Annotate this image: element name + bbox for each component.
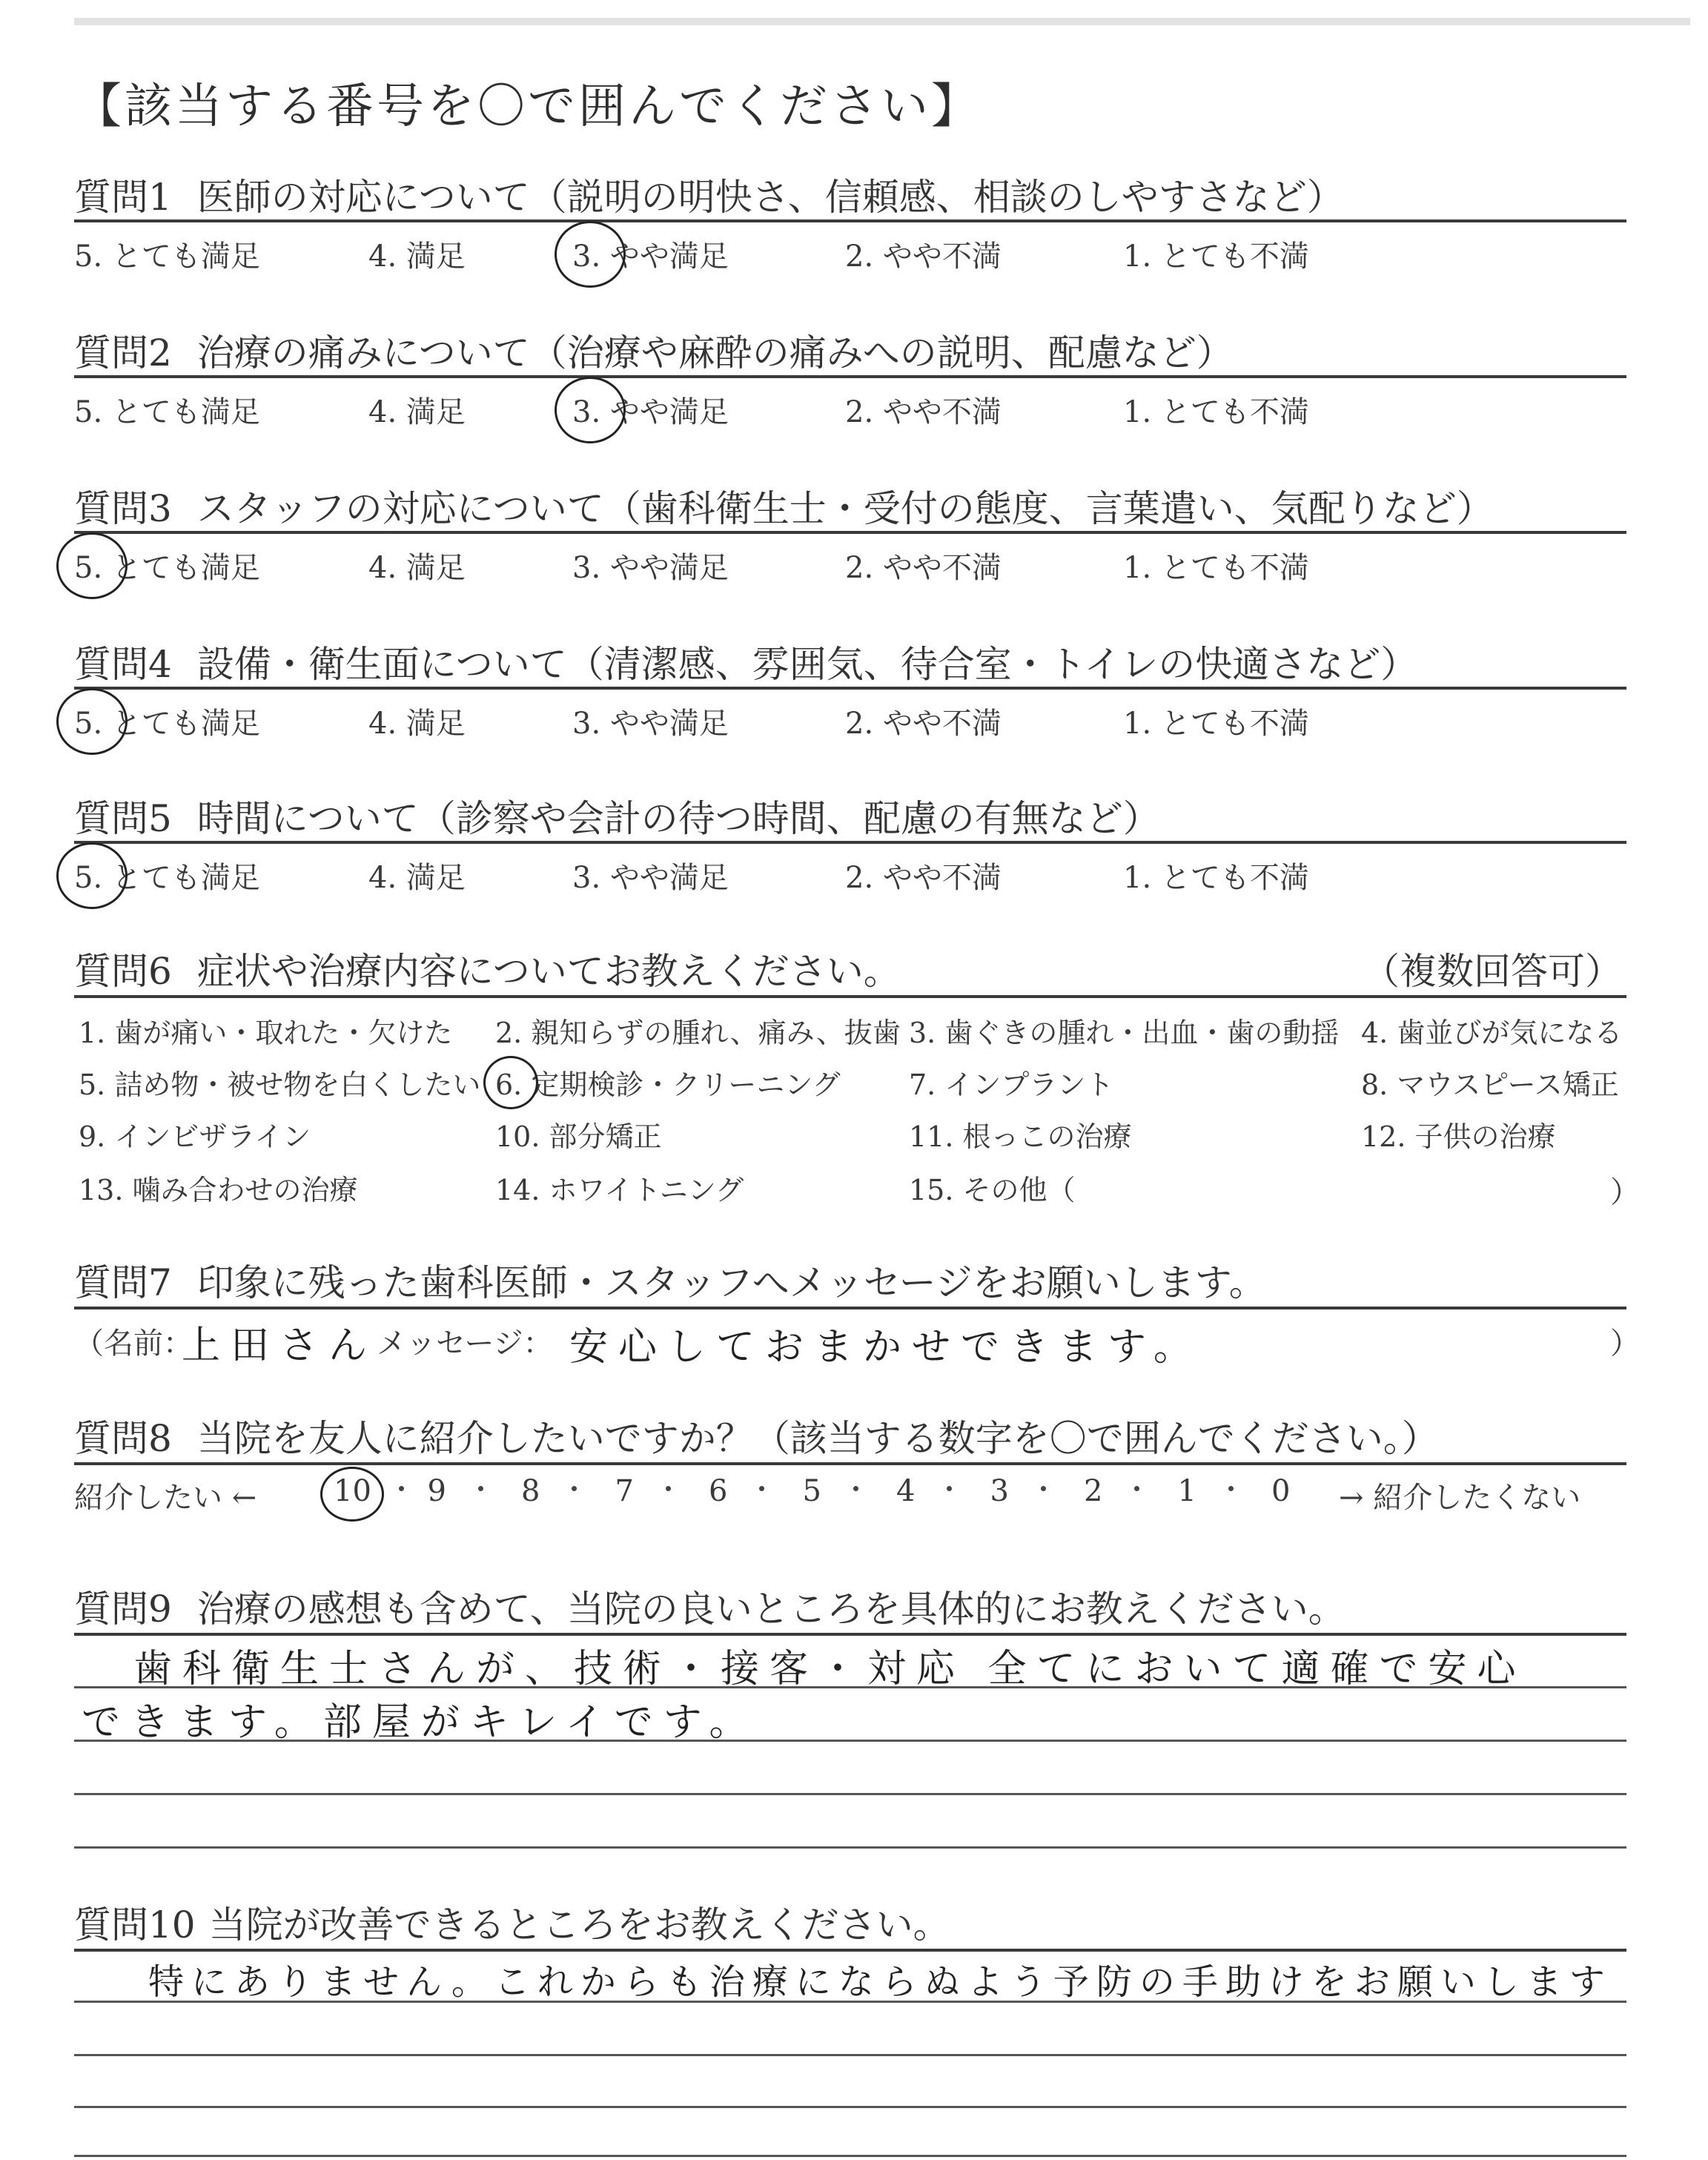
q1-option[interactable]: 5. とても満足 (74, 240, 260, 274)
q1-answer-circle (555, 221, 626, 288)
q6-option[interactable]: 11. 根っこの治療 (909, 1120, 1132, 1153)
q7-message-label: メッセージ： (377, 1327, 553, 1361)
q9-line (74, 1793, 1626, 1795)
q3-text: スタッフの対応について（歯科衛生士・受付の態度、言葉遣い、気配りなど） (196, 487, 1494, 530)
q6-option[interactable]: 13. 噛み合わせの治療 (79, 1174, 358, 1206)
q3-number: 質問3 (74, 487, 172, 530)
q10-number: 質問10 (74, 1903, 196, 1946)
q7-message-value[interactable]: 安心しておまかせできます。 (569, 1325, 1202, 1370)
q4-rule (74, 687, 1626, 690)
q8-scale-value[interactable]: 10 (334, 1474, 371, 1508)
q7-text: 印象に残った歯科医師・スタッフへメッセージをお願いします。 (196, 1261, 1266, 1304)
q8-scale-separator (1041, 1486, 1046, 1491)
q6-option[interactable]: 9. インビザライン (79, 1120, 311, 1153)
q6-option[interactable]: 14. ホワイトニング (495, 1174, 744, 1206)
q8-scale-separator (1228, 1486, 1234, 1491)
q8-scale-value[interactable]: 6 (709, 1474, 728, 1508)
q2-option[interactable]: 3. やや満足 (572, 395, 729, 429)
q7-number: 質問7 (74, 1261, 172, 1304)
q8-scale-separator (399, 1486, 404, 1491)
q9-text: 治療の感想も含めて、当院の良いところを具体的にお教えください。 (196, 1588, 1345, 1631)
q5-option[interactable]: 4. 満足 (368, 861, 466, 895)
q10-answer-line-1[interactable]: 特にありません。これからも治療にならぬよう予防の手助けをお願いします (148, 1961, 1612, 2003)
q6-note: （複数回答可） (1363, 950, 1622, 993)
q8-scale-value[interactable]: 7 (615, 1474, 634, 1508)
q9-heading (74, 1579, 1345, 1633)
top-edge (74, 18, 1690, 25)
q10-heading (74, 1895, 950, 1949)
q8-scale-separator (853, 1486, 858, 1491)
q1-option[interactable]: 4. 満足 (368, 240, 466, 274)
q8-scale-separator (947, 1486, 952, 1491)
q6-option[interactable]: 6. 定期検診・クリーニング (495, 1069, 841, 1101)
q6-option[interactable]: 2. 親知らずの腫れ、痛み、抜歯 (495, 1017, 901, 1049)
q7-heading (74, 1253, 1266, 1307)
q4-text: 設備・衛生面について（清潔感、雰囲気、待合室・トイレの快適さなど） (196, 643, 1418, 686)
q3-option[interactable]: 4. 満足 (368, 551, 466, 585)
q8-left-label: 紹介したい ← (74, 1481, 257, 1515)
q2-answer-circle (555, 377, 626, 443)
q6-number: 質問6 (74, 950, 172, 993)
q5-heading (74, 789, 1160, 842)
q7-name-label: （名前： (74, 1327, 193, 1361)
q8-scale-value[interactable]: 1 (1177, 1474, 1196, 1508)
q9-answer-line-1[interactable]: 歯科衛生士さんが、技術・接客・対応 全てにおいて適確で安心 (133, 1647, 1526, 1691)
q6-rule (74, 995, 1626, 998)
q7-name-value[interactable]: 上田さん (182, 1324, 378, 1368)
q4-answer-circle (56, 688, 128, 755)
q1-option[interactable]: 1. とても不満 (1123, 240, 1309, 274)
q5-option[interactable]: 3. やや満足 (572, 861, 729, 895)
q1-text: 医師の対応について（説明の明快さ、信頼感、相談のしやすさなど） (196, 176, 1344, 219)
q4-option[interactable]: 4. 満足 (368, 707, 466, 741)
q8-text: 当院を友人に紹介したいですか？（該当する数字を〇で囲んでください。） (196, 1417, 1439, 1460)
q10-rule (74, 1949, 1626, 1952)
q10-line (74, 2054, 1626, 2056)
q8-scale-value[interactable]: 8 (521, 1474, 540, 1508)
q5-option[interactable]: 1. とても不満 (1123, 861, 1309, 895)
q6-option[interactable]: 4. 歯並びが気になる (1361, 1017, 1623, 1049)
q4-option[interactable]: 3. やや満足 (572, 707, 729, 741)
q8-scale-separator (1134, 1486, 1139, 1491)
q6-option[interactable]: 15. その他（ (909, 1174, 1076, 1206)
q8-scale-separator (572, 1486, 577, 1491)
q5-number: 質問5 (74, 797, 172, 840)
q4-option[interactable]: 2. やや不満 (845, 707, 1002, 741)
q9-answer-line-2[interactable]: できます。部屋がキレイです。 (82, 1700, 758, 1745)
q8-scale-separator (478, 1486, 483, 1491)
q3-answer-circle (56, 532, 128, 599)
q2-option[interactable]: 2. やや不満 (845, 395, 1002, 429)
q10-line (74, 2155, 1626, 2157)
q2-number: 質問2 (74, 331, 172, 374)
q3-option[interactable]: 1. とても不満 (1123, 551, 1309, 585)
q6-text: 症状や治療内容についてお教えください。 (196, 950, 901, 993)
q6-option[interactable]: 10. 部分矯正 (495, 1120, 662, 1153)
q8-scale-value[interactable]: 5 (802, 1474, 821, 1508)
q4-heading (74, 635, 1417, 688)
q10-text: 当院が改善できるところをお教えください。 (208, 1903, 950, 1946)
q8-scale-value[interactable]: 9 (427, 1474, 446, 1508)
q7-rule (74, 1307, 1626, 1309)
q6-option[interactable]: 7. インプラント (909, 1069, 1114, 1101)
q6-option[interactable]: 12. 子供の治療 (1361, 1120, 1556, 1153)
q1-number: 質問1 (74, 176, 172, 219)
q9-line (74, 1846, 1626, 1849)
q8-scale-value[interactable]: 3 (990, 1474, 1009, 1508)
q2-text: 治療の痛みについて（治療や麻酔の痛みへの説明、配慮など） (196, 331, 1234, 374)
q8-number: 質問8 (74, 1417, 172, 1460)
q8-scale-separator (666, 1486, 671, 1491)
q7-close-paren: ） (1610, 1327, 1640, 1361)
q6-heading (74, 942, 901, 995)
q6-option[interactable]: 8. マウスピース矯正 (1361, 1069, 1619, 1101)
q4-option[interactable]: 5. とても満足 (74, 707, 260, 741)
q6-option[interactable]: 5. 詰め物・被せ物を白くしたい (79, 1069, 481, 1101)
q2-option[interactable]: 4. 満足 (368, 395, 466, 429)
q1-option[interactable]: 3. やや満足 (572, 240, 729, 274)
q8-rule (74, 1462, 1626, 1465)
q6-close-paren: ） (1610, 1175, 1640, 1209)
q2-option[interactable]: 5. とても満足 (74, 395, 260, 429)
q5-option[interactable]: 2. やや不満 (845, 861, 1002, 895)
q5-text: 時間について（診察や会計の待つ時間、配慮の有無など） (196, 797, 1160, 840)
q3-heading (74, 479, 1494, 532)
q6-answer-circle (483, 1056, 538, 1109)
q9-number: 質問9 (74, 1588, 172, 1631)
q8-scale-value[interactable]: 0 (1271, 1474, 1291, 1508)
q9-rule (74, 1633, 1626, 1636)
page-title: 【該当する番号を〇で囲んでください】 (74, 79, 982, 134)
q6-option[interactable]: 3. 歯ぐきの腫れ・出血・歯の動揺 (909, 1017, 1340, 1049)
q8-answer-circle (320, 1467, 384, 1522)
q5-option[interactable]: 5. とても満足 (74, 861, 260, 895)
q1-rule (74, 219, 1626, 222)
q5-rule (74, 841, 1626, 844)
q1-option[interactable]: 2. やや不満 (845, 240, 1002, 274)
q8-scale-separator (759, 1486, 764, 1491)
q4-number: 質問4 (74, 643, 172, 686)
q2-rule (74, 375, 1626, 378)
q3-option[interactable]: 5. とても満足 (74, 551, 260, 585)
q8-scale-value[interactable]: 4 (896, 1474, 916, 1508)
q3-option[interactable]: 3. やや満足 (572, 551, 729, 585)
q8-scale-value[interactable]: 2 (1084, 1474, 1103, 1508)
q2-heading (74, 323, 1234, 377)
q5-answer-circle (56, 842, 128, 909)
q4-option[interactable]: 1. とても不満 (1123, 707, 1309, 741)
q2-option[interactable]: 1. とても不満 (1123, 395, 1309, 429)
q3-option[interactable]: 2. やや不満 (845, 551, 1002, 585)
q3-rule (74, 531, 1626, 534)
q6-option[interactable]: 1. 歯が痛い・取れた・欠けた (79, 1017, 453, 1049)
q8-heading (74, 1409, 1439, 1462)
q10-line (74, 2106, 1626, 2108)
q8-right-label: → 紹介したくない (1339, 1481, 1581, 1515)
q1-heading (74, 168, 1344, 221)
